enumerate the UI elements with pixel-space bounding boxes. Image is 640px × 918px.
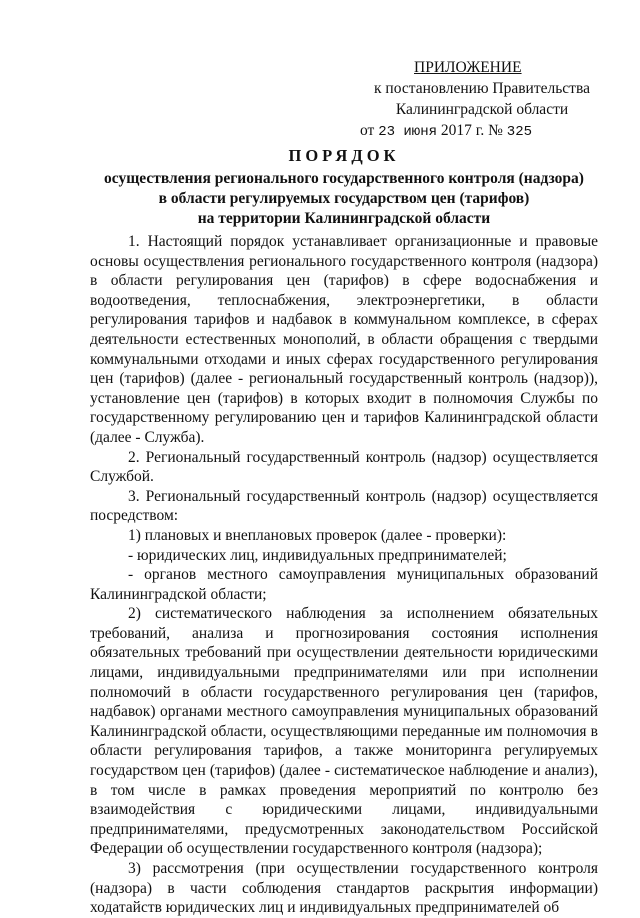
document-body bbox=[90, 232, 598, 918]
appendix-line-resolution: к постановлению Правительства bbox=[374, 80, 590, 97]
heading-line-2: в области регулируемых государством цен (тарифов) bbox=[158, 190, 530, 207]
appendix-block bbox=[352, 57, 612, 143]
date-day: 23 июня bbox=[378, 124, 438, 140]
document-heading bbox=[90, 146, 598, 229]
list-subitem-local-governments: - органов местного самоуправления муниципальных образований Калининградской области; bbox=[90, 566, 598, 603]
heading-line-1: осуществления регионального государственного контроля (надзора) bbox=[104, 170, 584, 187]
date-prefix: от bbox=[360, 122, 375, 139]
heading-word: ПОРЯДОК bbox=[288, 146, 400, 165]
list-item-2: 2) систематического наблюдения за исполнением обязательных требований, анализа и прогнозирования состояния исполнения обязательных требований при осуществлении деятельности юридическими лицами, индивидуальными предпринимателями или при исполнении полномочий в области государственного регулирования цен (тарифов, надбавок) органами местного самоуправления муниципальных образований Калининградской области, осуществляющими переданные им полномочия в области регулирования тарифов, а также мониторинга регулируемых государством цен (тарифов) (далее - систематическое наблюдение и анализ), в том числе в рамках проведения мероприятий по контролю без взаимодействия с юридическими лицами, индивидуальными предпринимателями, предусмотренных законодательством Российской Федерации об осуществлении государственного контроля (надзора); bbox=[90, 605, 598, 858]
paragraph-2: 2. Региональный государственный контроль (надзор) осуществляется Службой. bbox=[90, 448, 598, 486]
appendix-line-region: Калининградской области bbox=[395, 101, 569, 118]
appendix-date-line bbox=[352, 120, 612, 143]
date-year: 2017 г. № bbox=[440, 122, 503, 139]
document-number: 325 bbox=[506, 124, 533, 140]
paragraph-3: 3. Региональный государственный контроль (надзор) осуществляется посредством: bbox=[90, 487, 598, 525]
list-subitem-legal-entities: - юридических лиц, индивидуальных предпринимателей; bbox=[128, 546, 507, 564]
appendix-title: ПРИЛОЖЕНИЕ bbox=[414, 59, 522, 76]
list-item-3: 3) рассмотрения (при осуществлении государственного контроля (надзора) в части соблюдения стандартов раскрытия информации) ходатайств юридических лиц и индивидуальных предпринимателей об bbox=[90, 860, 598, 917]
heading-line-3: на территории Калининградской области bbox=[197, 210, 491, 227]
paragraph-1: 1. Настоящий порядок устанавливает организационные и правовые основы осуществления регионального государственного контроля (надзора) в области регулирования цен (тарифов) в сфере водоснабжения и водоотведения, теплоснабжения, электроэнергетики, в области регулирования тарифов и надбавок в коммунальном комплексе, в сферах деятельности естественных монополий, в области обращения с твердыми коммунальными отходами и иных сферах государственного регулирования цен (тарифов) (далее - региональный государственный контроль (надзор)), установление цен (тарифов) в которых входит в полномочия Службы по государственному регулированию цен и тарифов Калининградской области (далее - Служба). bbox=[90, 233, 598, 446]
list-item-1: 1) плановых и внеплановых проверок (далее - проверки): bbox=[128, 526, 507, 544]
